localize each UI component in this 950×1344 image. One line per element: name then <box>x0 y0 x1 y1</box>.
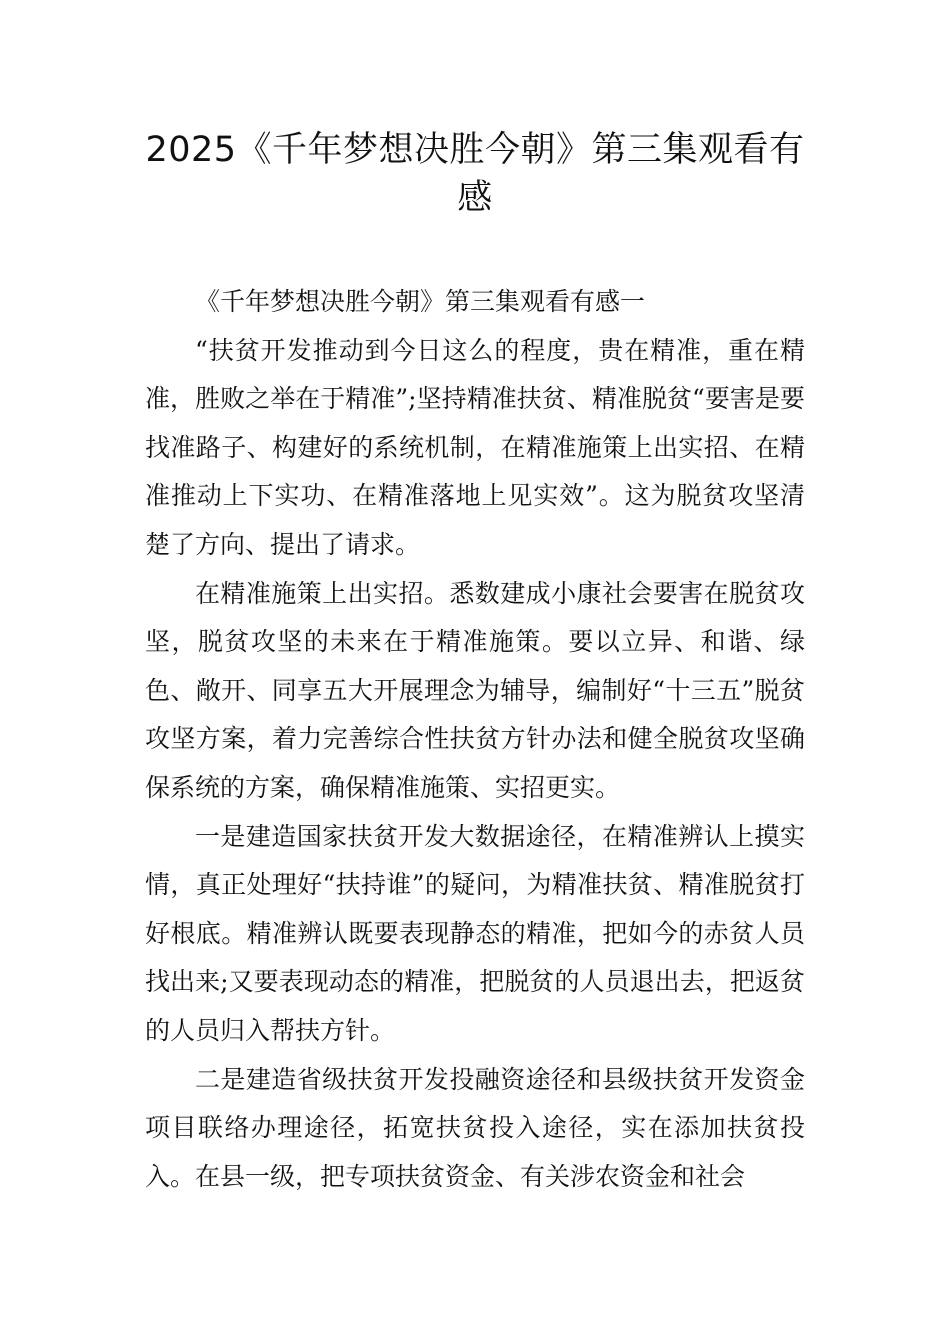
paragraph-2: 在精准施策上出实招。悉数建成小康社会要害在脱贫攻坚，脱贫攻坚的未来在于精准施策。要以立异、和谐、绿色、敞开、同享五大开展理念为辅导，编制好“十三五”脱贫攻坚方案，着力完善综合性扶贫方针办法和健全脱贫攻坚确保系统的方案，确保精准施策、实招更实。 <box>145 578 805 802</box>
paragraph-3: 一是建造国家扶贫开发大数据途径，在精准辨认上摸实情，真正处理好“扶持谁”的疑问，为精准扶贫、精准脱贫打好根底。精准辨认既要表现静态的精准，把如今的赤贫人员找出来;又要表现动态的精准，把脱贫的人员退出去，把返贫的人员归入帮扶方针。 <box>145 821 805 1045</box>
paragraph-1: “扶贫开发推动到今日这么的程度，贵在精准，重在精准，胜败之举在于精准”;坚持精准扶贫、精准脱贫“要害是要找准路子、构建好的系统机制，在精准施策上出实招、在精准推动上下实功、在精准落地上见实效”。这为脱贫攻坚清楚了方向、提出了请求。 <box>145 335 805 559</box>
paragraph-4: 二是建造省级扶贫开发投融资途径和县级扶贫开发资金项目联络办理途径，拓宽扶贫投入途径，实在添加扶贫投入。在县一级，把专项扶贫资金、有关涉农资金和社会 <box>145 1064 805 1191</box>
document-body <box>145 278 805 1201</box>
document-title: 2025《千年梦想决胜今朝》第三集观看有感 <box>145 130 805 218</box>
paragraph-subtitle: 《千年梦想决胜今朝》第三集观看有感一 <box>195 287 646 316</box>
